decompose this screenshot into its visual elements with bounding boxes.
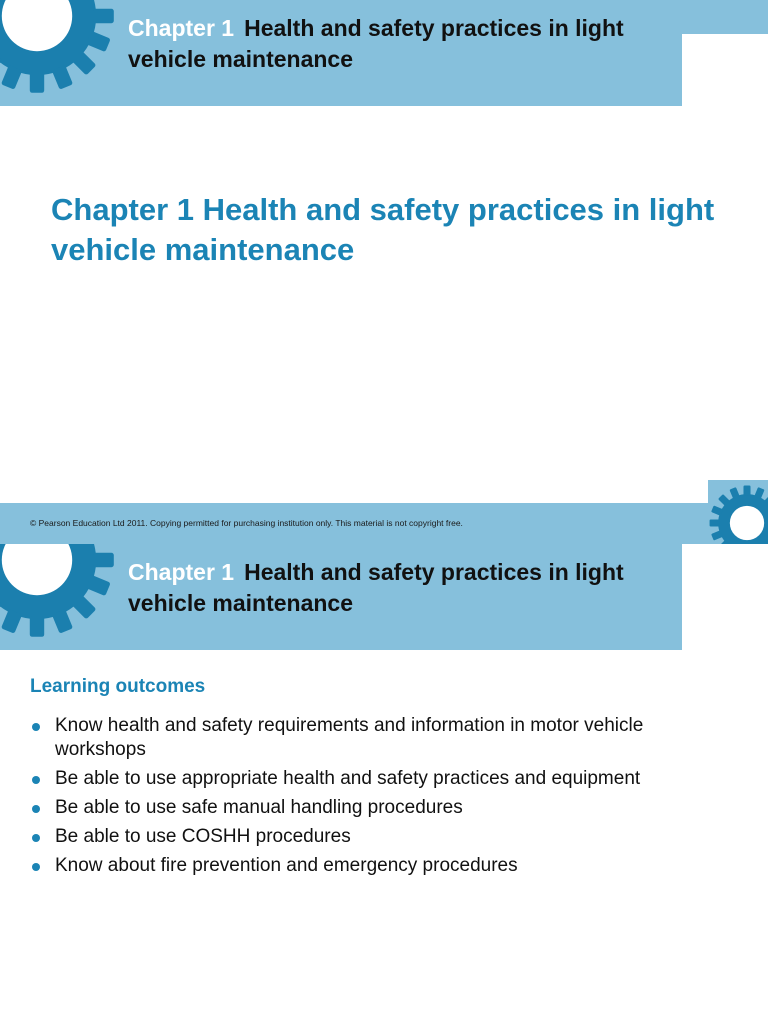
learning-outcomes-slide <box>0 544 768 1024</box>
list-item: Know about fire prevention and emergency procedures <box>30 854 730 878</box>
chapter-label: Chapter 1 <box>128 559 235 585</box>
header-title: Health and safety practices in light vehicle maintenance <box>128 559 624 616</box>
bullet-icon <box>32 834 40 842</box>
list-item: Know health and safety requirements and information in motor vehicle workshops <box>30 714 730 762</box>
header-title: Health and safety practices in light vehicle maintenance <box>128 15 624 72</box>
learning-outcomes-list <box>30 714 730 883</box>
header-strip <box>682 0 768 34</box>
gear-icon <box>0 0 117 96</box>
page-title: Chapter 1 Health and safety practices in light vehicle maintenance <box>51 192 715 267</box>
gear-icon <box>0 544 117 640</box>
list-item: Be able to use safe manual handling procedures <box>30 796 730 820</box>
bullet-icon <box>32 723 40 731</box>
list-item: Be able to use COSHH procedures <box>30 825 730 849</box>
copyright-notice: © Pearson Education Ltd 2011. Copying permitted for purchasing institution only. This material is not copyright free. <box>30 518 463 528</box>
learning-outcomes-heading: Learning outcomes <box>30 676 206 697</box>
bullet-icon <box>32 863 40 871</box>
bullet-icon <box>32 776 40 784</box>
page-number: 1 <box>741 516 751 535</box>
chapter-label: Chapter 1 <box>128 15 235 41</box>
slide-header <box>128 13 678 75</box>
list-item: Be able to use appropriate health and safety practices and equipment <box>30 767 730 791</box>
bullet-icon <box>32 805 40 813</box>
slide-header <box>128 557 678 619</box>
